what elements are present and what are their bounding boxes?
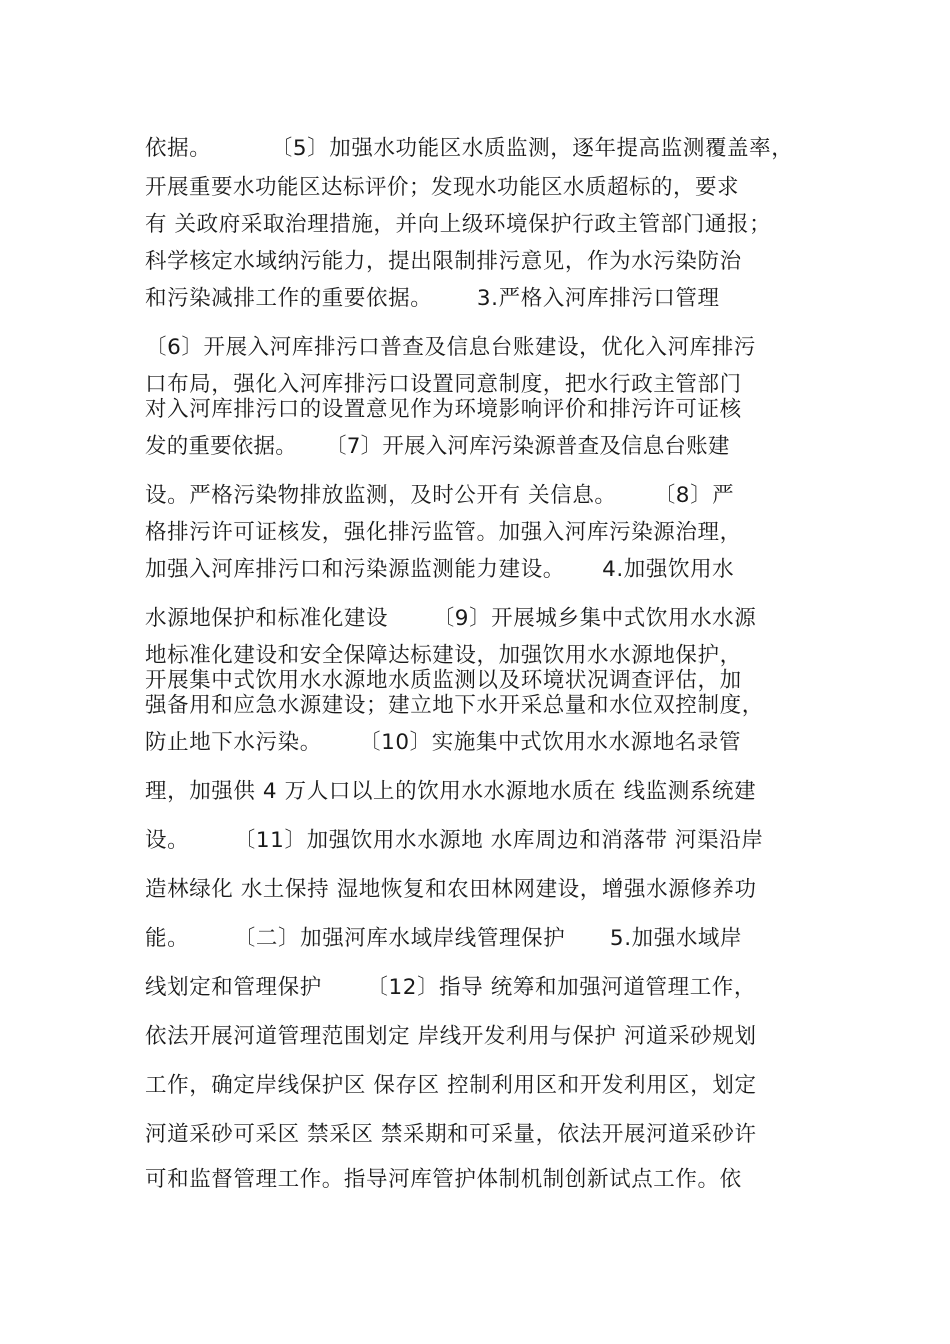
text-line: 对入河库排污口的设置意见作为环境影响评价和排污许可证核 (145, 397, 742, 422)
text-line: 有 关政府采取治理措施，并向上级环境保护行政主管部门通报； (145, 212, 772, 237)
text-line: 口布局，强化入河库排污口设置同意制度，把水行政主管部门 (145, 372, 742, 397)
text-line: 和污染减排工作的重要依据。 3.严格入河库排污口管理 (145, 286, 720, 311)
text-line: 强备用和应急水源建设；建立地下水开采总量和水位双控制度， (145, 693, 764, 718)
text-line: 能。 〔二〕加强河库水域岸线管理保护 5.加强水域岸 (145, 926, 743, 951)
text-line: 造林绿化 水土保持 湿地恢复和农田林网建设，增强水源修养功 (145, 877, 757, 902)
text-line: 地标准化建设和安全保障达标建设，加强饮用水水源地保护， (145, 643, 742, 668)
text-line: 设。 〔11〕加强饮用水水源地 水库周边和消落带 河渠沿岸 (145, 828, 764, 853)
text-line: 发的重要依据。 〔7〕开展入河库污染源普查及信息台账建 (145, 434, 730, 459)
text-line: 理，加强供 4 万人口以上的饮用水水源地水质在 线监测系统建 (145, 779, 757, 804)
text-line: 开展集中式饮用水水源地水质监测以及环境状况调查评估，加 (145, 668, 742, 693)
text-line: 〔6〕开展入河库排污口普查及信息台账建设，优化入河库排污 (145, 335, 756, 360)
text-line: 加强入河库排污口和污染源监测能力建设。 4.加强饮用水 (145, 557, 735, 582)
text-line: 依据。 〔5〕加强水功能区水质监测，逐年提高监测覆盖率， (145, 136, 794, 161)
text-line: 可和监督管理工作。指导河库管护体制机制创新试点工作。依 (145, 1167, 742, 1192)
text-line: 设。严格污染物排放监测，及时公开有 关信息。 〔8〕严 (145, 483, 735, 508)
text-line: 依法开展河道管理范围划定 岸线开发利用与保护 河道采砂规划 (145, 1024, 757, 1049)
text-line: 工作，确定岸线保护区 保存区 控制利用区和开发利用区，划定 (145, 1073, 757, 1098)
text-line: 开展重要水功能区达标评价；发现水功能区水质超标的，要求 (145, 175, 740, 200)
text-line: 水源地保护和标准化建设 〔9〕开展城乡集中式饮用水水源 (145, 606, 757, 631)
text-line: 格排污许可证核发，强化排污监管。加强入河库污染源治理， (145, 520, 742, 545)
text-line: 防止地下水污染。 〔10〕实施集中式饮用水水源地名录管 (145, 730, 742, 755)
text-line: 科学核定水域纳污能力，提出限制排污意见，作为水污染防治 (145, 249, 742, 274)
text-line: 河道采砂可采区 禁采区 禁采期和可采量，依法开展河道采砂许 (145, 1122, 757, 1147)
text-line: 线划定和管理保护 〔12〕指导 统筹和加强河道管理工作， (145, 975, 756, 1000)
